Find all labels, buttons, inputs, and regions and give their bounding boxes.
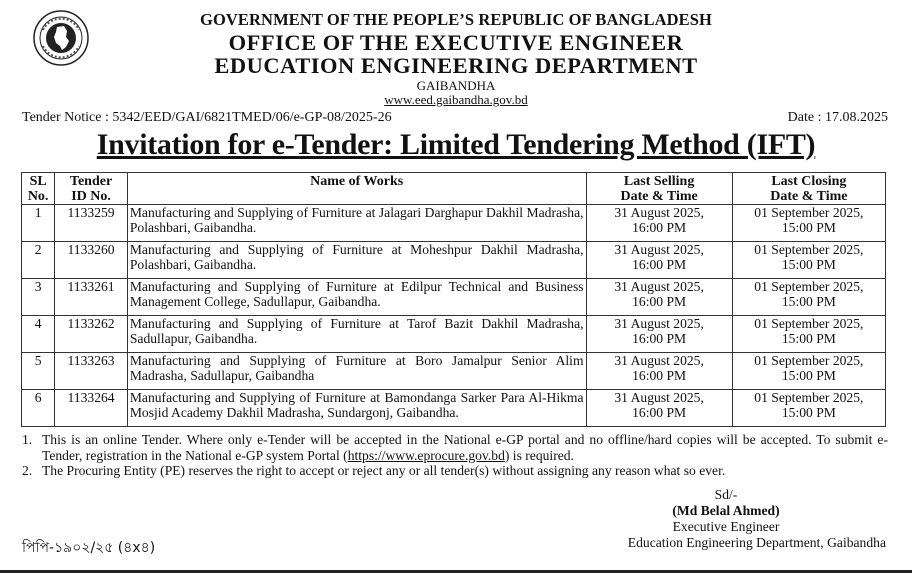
table-row xyxy=(22,353,886,390)
cell-tender-id: 1133262 xyxy=(55,316,128,353)
header-department: EDUCATION ENGINEERING DEPARTMENT xyxy=(214,53,698,78)
page-title: Invitation for e-Tender: Limited Tendering Method (IFT) xyxy=(96,128,816,161)
cell-work-name: Manufacturing and Supplying of Furniture at Jalagari Darghapur Dakhil Madrasha, Polashbari, Gaibandha. xyxy=(127,205,586,242)
eprocure-link[interactable]: https://www.eprocure.gov.bd xyxy=(347,447,505,463)
cell-work-name: Manufacturing and Supplying of Furniture at Tarof Bazit Dakhil Madrasha, Sadullapur, Gaibandha. xyxy=(127,316,586,353)
bottom-divider xyxy=(0,570,912,573)
table-row xyxy=(22,279,886,316)
cell-last-selling: 31 August 2025, 16:00 PM xyxy=(586,353,732,390)
cell-tender-id: 1133264 xyxy=(55,390,128,427)
table-header-row xyxy=(22,173,886,205)
signatory-office: Education Engineering Department, Gaibandha xyxy=(627,535,886,550)
cell-sl: 2 xyxy=(22,242,55,279)
col-header-last-selling: Last Selling Date & Time xyxy=(586,173,732,205)
col-header-name: Name of Works xyxy=(127,173,586,205)
note-text: This is an online Tender. Where only e-Tender will be accepted in the National e-GP portal and no offline/hard copies will be accepted. To submit e-Tender, registration in the National e-GP system Portal ( xyxy=(42,432,888,463)
notes-section xyxy=(22,432,888,479)
note-number: 1. xyxy=(22,432,33,447)
header-government: GOVERNMENT OF THE PEOPLE’S REPUBLIC OF BANGLADESH xyxy=(200,10,712,29)
notice-date: Date : 17.08.2025 xyxy=(787,110,888,125)
table-row xyxy=(22,316,886,353)
note-text: The Procuring Entity (PE) reserves the right to accept or reject any or all tender(s) without assigning any reason what so ever. xyxy=(42,463,726,478)
col-header-sl: SL No. xyxy=(22,173,55,205)
tender-table xyxy=(21,172,886,427)
note-text-end: ) is required. xyxy=(504,447,574,463)
cell-last-closing: 01 September 2025, 15:00 PM xyxy=(732,279,885,316)
cell-last-selling: 31 August 2025, 16:00 PM xyxy=(586,205,732,242)
cell-last-selling: 31 August 2025, 16:00 PM xyxy=(586,242,732,279)
cell-tender-id: 1133261 xyxy=(55,279,128,316)
cell-last-selling: 31 August 2025, 16:00 PM xyxy=(586,390,732,427)
col-header-tender-id: Tender ID No. xyxy=(55,173,128,205)
header-office: OFFICE OF THE EXECUTIVE ENGINEER xyxy=(228,30,684,55)
cell-sl: 4 xyxy=(22,316,55,353)
signature-sd: Sd/- xyxy=(714,487,738,502)
cell-work-name: Manufacturing and Supplying of Furniture at Boro Jamalpur Senior Alim Madrasha, Sadullapur, Gaibandha xyxy=(127,353,586,390)
header-location: GAIBANDHA xyxy=(416,78,496,93)
cell-sl: 1 xyxy=(22,205,55,242)
tender-notice-ref: Tender Notice : 5342/EED/GAI/6821TMED/06/e-GP-08/2025-26 xyxy=(22,110,392,125)
cell-last-selling: 31 August 2025, 16:00 PM xyxy=(586,279,732,316)
cell-work-name: Manufacturing and Supplying of Furniture at Edilpur Technical and Business Management College, Sadullapur, Gaibandha. xyxy=(127,279,586,316)
cell-last-closing: 01 September 2025, 15:00 PM xyxy=(732,316,885,353)
cell-work-name: Manufacturing and Supplying of Furniture at Bamondanga Sarker Para Al-Hikma Mosjid Academy Dakhil Madrasha, Sundargonj, Gaibandha. xyxy=(127,390,586,427)
cell-tender-id: 1133259 xyxy=(55,205,128,242)
table-row xyxy=(22,390,886,427)
cell-last-closing: 01 September 2025, 15:00 PM xyxy=(732,242,885,279)
note-number: 2. xyxy=(22,463,33,478)
signatory-name: (Md Belal Ahmed) xyxy=(672,503,780,518)
cell-sl: 3 xyxy=(22,279,55,316)
cell-last-closing: 01 September 2025, 15:00 PM xyxy=(732,353,885,390)
signatory-designation: Executive Engineer xyxy=(672,519,780,534)
cell-last-closing: 01 September 2025, 15:00 PM xyxy=(732,205,885,242)
note-item xyxy=(22,463,888,479)
signature-block xyxy=(566,487,886,551)
col-header-last-closing: Last Closing Date & Time xyxy=(732,173,885,205)
footer-print-code: পিপি-১৯০২/২৫ (৪x৪) xyxy=(22,540,156,556)
cell-work-name: Manufacturing and Supplying of Furniture at Moheshpur Dakhil Madrasha, Polashbari, Gaibandha. xyxy=(127,242,586,279)
table-row xyxy=(22,242,886,279)
cell-last-closing: 01 September 2025, 15:00 PM xyxy=(732,390,885,427)
header-website-link[interactable]: www.eed.gaibandha.gov.bd xyxy=(384,92,528,107)
note-item xyxy=(22,432,888,463)
cell-sl: 6 xyxy=(22,390,55,427)
cell-tender-id: 1133260 xyxy=(55,242,128,279)
cell-sl: 5 xyxy=(22,353,55,390)
cell-last-selling: 31 August 2025, 16:00 PM xyxy=(586,316,732,353)
cell-tender-id: 1133263 xyxy=(55,353,128,390)
table-row xyxy=(22,205,886,242)
